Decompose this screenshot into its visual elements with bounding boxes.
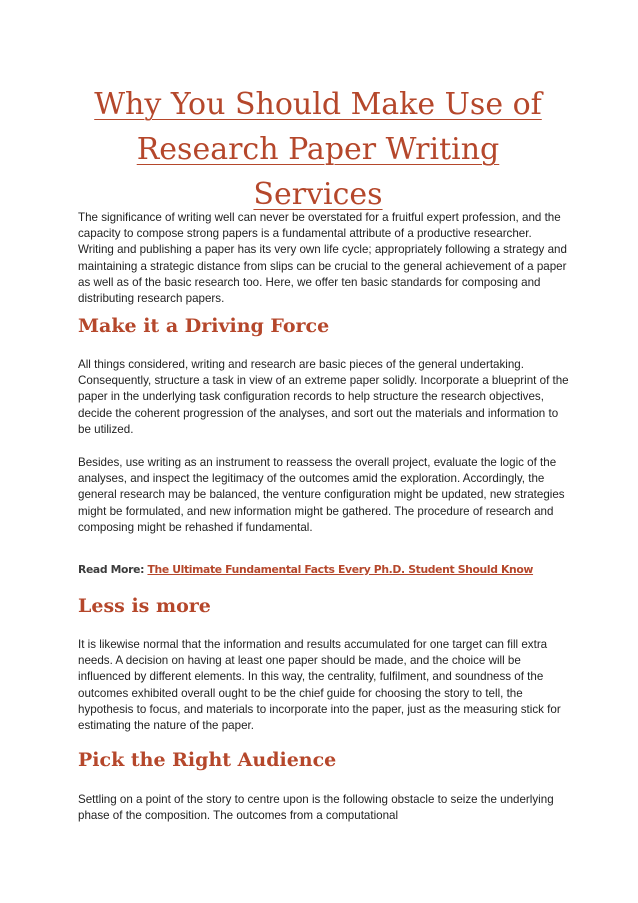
less-is-more-paragraph: It is likewise normal that the information and results accumulated for one target can fill extra needs. A decision on having at least one paper should be made, and the choice will be influenced by different elements. In this way, the centrality, fulfilment, and soundness of the outcomes exhibited overall ought to be the chief guide for choosing the story to tell, the hypothesis to focus, and materials to incorporate into the paper, just as the measuring stick for estimating the nature of the paper. xyxy=(78,638,561,733)
read-more-label: Read More: xyxy=(78,563,145,576)
section-heading-less-is-more: Less is more xyxy=(78,595,211,617)
driving-force-paragraph-2: Besides, use writing as an instrument to reassess the overall project, evaluate the logic of the analyses, and inspect the legitimacy of the outcomes amid the exploration. Accordingly, the general research may be balanced, the venture configuration might be updated, new strategies might be formulated, and new information might be gathered. The procedure of research and composing might be rehashed if fundamental. xyxy=(78,456,565,534)
page-title: Why You Should Make Use of Research Paper Writing Services xyxy=(94,87,542,212)
read-more-link[interactable]: The Ultimate Fundamental Facts Every Ph.D. Student Should Know xyxy=(147,563,534,576)
right-audience-paragraph: Settling on a point of the story to centre upon is the following obstacle to seize the underlying phase of the composition. The outcomes from a computational xyxy=(78,793,554,823)
driving-force-paragraph-1: All things considered, writing and research are basic pieces of the general undertaking. Consequently, structure a task in view of an extreme paper solidly. Incorporate a blueprint of the paper in the underlying task configuration records to help structure the research objectives, decide the coherent progression of the analyses, and sort out the materials and information to be utilized. xyxy=(78,358,569,436)
intro-paragraph: The significance of writing well can never be overstated for a fruitful expert profession, and the capacity to compose strong papers is a fundamental attribute of a productive researcher. Writing and publishing a paper has its very own life cycle; appropriately following a strategy and maintaining a strategic distance from slips can be crucial to the general achievement of a paper as well as of the basic research too. Here, we offer ten basic standards for composing and distributing research papers. xyxy=(78,211,567,306)
read-more-line xyxy=(78,562,533,578)
section-heading-driving-force: Make it a Driving Force xyxy=(78,315,330,337)
section-heading-right-audience: Pick the Right Audience xyxy=(78,749,337,771)
